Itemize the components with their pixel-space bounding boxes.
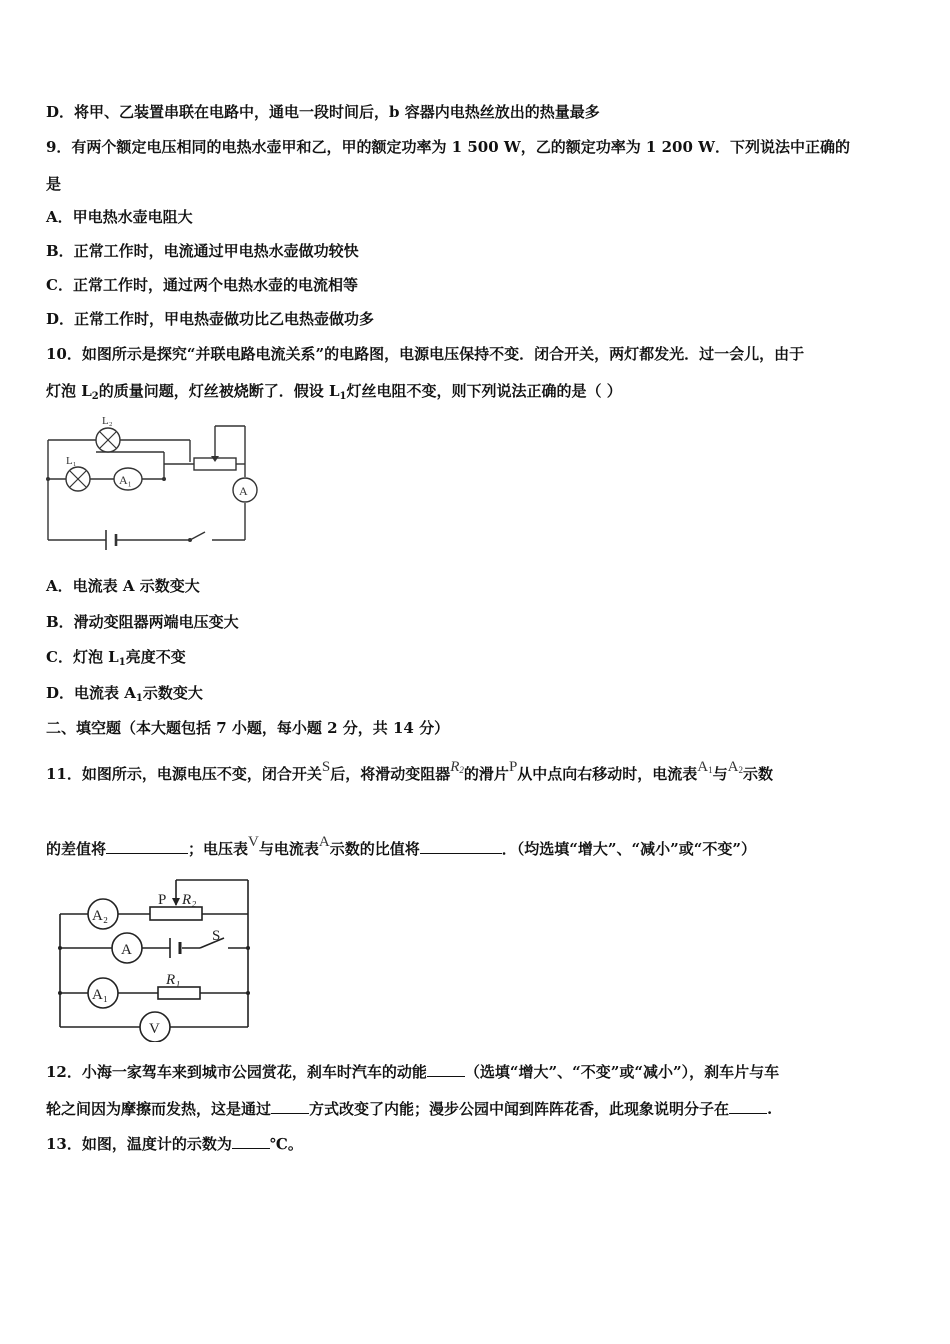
ammeter-a1 bbox=[88, 978, 118, 1008]
q12-line1: 12．小海一家驾车来到城市公园赏花，刹车时汽车的动能 （选填“增大”、“不变”或“减小”），刹车片与车 bbox=[46, 1063, 780, 1081]
q13-line: 13．如图，温度计的示数为 ℃。 bbox=[46, 1135, 303, 1153]
switch-label-s: S bbox=[212, 928, 221, 944]
answer-blank-3[interactable] bbox=[427, 1062, 465, 1077]
q9-stem-line1: 9．有两个额定电压相同的电热水壶甲和乙，甲的额定功率为 1 500 W，乙的额定功率为 1 200 W．下列说法中正确的 bbox=[46, 138, 850, 156]
battery bbox=[170, 938, 180, 958]
q12-line2: 轮之间因为摩擦而发热，这是通过 方式改变了内能；漫步公园中闻到阵阵花香，此现象说明分子在 . bbox=[46, 1100, 773, 1118]
ammeter-a bbox=[233, 478, 257, 502]
svg-text:L₁: L₁ bbox=[66, 455, 77, 467]
q10-option-a: A．电流表 A 示数变大 bbox=[46, 577, 200, 595]
q8-option-d: D．将甲、乙装置串联在电路中，通电一段时间后，b 容器内电热丝放出的热量最多 bbox=[46, 103, 600, 121]
q10-stem-line2: 灯泡 $L_2$的质量问题，灯丝被烧断了．假设 $L_1$灯丝电阻不变，则下列说法正确的是（ ） bbox=[46, 382, 622, 402]
answer-blank-6[interactable] bbox=[232, 1134, 270, 1149]
ammeter-a1 bbox=[114, 468, 142, 490]
q11-stem-line2: 的差值将 ；电压表V与电流表A示数的比值将 ．（均选填“增大”、“减小”或“不变”） bbox=[46, 834, 757, 858]
section-2-heading: 二、填空题（本大题包括 7 小题，每小题 2 分，共 14 分） bbox=[46, 719, 450, 737]
lamp-l2 bbox=[96, 415, 120, 452]
battery bbox=[106, 530, 116, 550]
q10-stem-line1: 10．如图所示是探究“并联电路电流关系”的电路图，电源电压保持不变．闭合开关，两灯都发光．过一会儿，由于 bbox=[46, 345, 805, 363]
q9-option-b: B．正常工作时，电流通过甲电热水壶做功较快 bbox=[46, 242, 359, 260]
slider-label-p: P bbox=[158, 892, 167, 908]
q9-stem-line2: 是 bbox=[46, 175, 62, 193]
svg-text:A: A bbox=[121, 942, 132, 958]
q10-circuit-diagram bbox=[40, 412, 270, 557]
answer-blank-5[interactable] bbox=[729, 1099, 767, 1114]
q9-option-c: C．正常工作时，通过两个电热水壶的电流相等 bbox=[46, 276, 358, 294]
voltmeter-v bbox=[140, 1012, 170, 1042]
q11-circuit-diagram bbox=[52, 872, 262, 1042]
q9-option-d: D．正常工作时，甲电热壶做功比乙电热壶做功多 bbox=[46, 310, 375, 328]
svg-text:A₁: A₁ bbox=[119, 473, 132, 487]
svg-text:A₁: A₁ bbox=[92, 987, 109, 1003]
answer-blank-4[interactable] bbox=[271, 1099, 309, 1114]
svg-text:A: A bbox=[239, 484, 248, 498]
lamp-l1 bbox=[66, 455, 90, 491]
svg-text:V: V bbox=[149, 1021, 160, 1037]
q11-stem-line1: 11．如图所示，电源电压不变，闭合开关S后，将滑动变阻器$R_2$的滑片P从中点向右移动时，电流表$A_1$与$A_2$示数 bbox=[46, 759, 774, 783]
label-r1: R₁ bbox=[166, 972, 181, 988]
q10-option-b: B．滑动变阻器两端电压变大 bbox=[46, 613, 239, 631]
q10-option-c: C．灯泡 $L_1$亮度不变 bbox=[46, 648, 186, 668]
answer-blank-1[interactable] bbox=[106, 839, 188, 854]
answer-blank-2[interactable] bbox=[420, 839, 502, 854]
svg-text:L₂: L₂ bbox=[102, 415, 113, 427]
q10-option-d: D．电流表 $A_1$示数变大 bbox=[46, 684, 203, 704]
q9-option-a: A．甲电热水壶电阻大 bbox=[46, 208, 193, 226]
label-r2: R₂ bbox=[182, 892, 197, 908]
svg-text:A₂: A₂ bbox=[92, 908, 109, 924]
ammeter-a2 bbox=[88, 899, 118, 929]
ammeter-a bbox=[112, 933, 142, 963]
